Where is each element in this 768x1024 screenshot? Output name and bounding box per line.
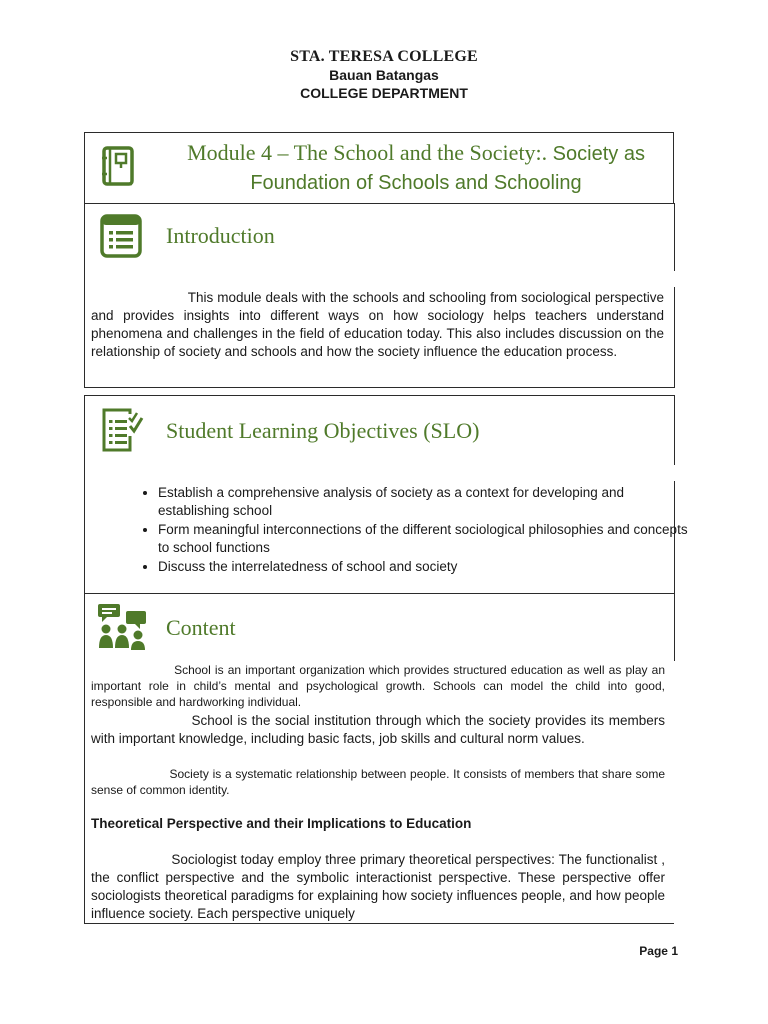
school-city: Bauan Batangas — [329, 67, 439, 83]
module-title-subtitle: Society as Foundation of Schools and Schooling — [250, 143, 645, 194]
checklist-icon — [100, 406, 144, 454]
list-item: • Discuss the interrelatedness of school and society — [158, 558, 688, 576]
module-title — [162, 138, 670, 198]
introduction-text: This module deals with the schools and schooling from sociological perspective and provides insights into different ways on how sociology helps teachers understand phenomena and challenges in the field of education today. This also includes discussion on the relationship of society and schools and how the society influence the education process. — [91, 290, 664, 359]
group-discussion-icon — [96, 602, 148, 652]
introduction-heading: Introduction — [166, 223, 275, 248]
content-paragraph-2: School is the social institution through which the society provides its members with important knowledge, including basic facts, job skills and cultural norm values. — [91, 713, 665, 746]
book-icon — [100, 144, 142, 190]
content-paragraph-4: Sociologist today employ three primary theoretical perspectives: The functionalist , the conflict perspective and the symbolic interactionist perspective. These perspective offer sociologists theoretical paradigms for explaining how society influences people, and how people influence society. Each perspective uniquely — [91, 852, 665, 921]
school-name: STA. TERESA COLLEGE — [290, 48, 478, 65]
theoretical-perspective-heading: Theoretical Perspective and their Implications to Education — [91, 816, 472, 831]
content-heading: Content — [166, 615, 236, 640]
list-item: • Establish a comprehensive analysis of society as a context for developing and establishing school — [158, 484, 688, 520]
content-paragraph-3: Society is a systematic relationship between people. It consists of members that share some sense of common identity. — [91, 767, 665, 797]
slo-list — [131, 484, 688, 577]
content-paragraph-1: School is an important organization which provides structured education as well as play an important role in child’s mental and psychological growth. Schools can model the child into good, responsible and hardworking individual. — [91, 663, 665, 709]
page-number: Page 1 — [639, 944, 678, 958]
list-document-icon — [100, 214, 142, 258]
module-title-main: Module 4 – The School and the Society:. — [187, 140, 553, 165]
slo-heading: Student Learning Objectives (SLO) — [166, 418, 480, 443]
list-item: • Form meaningful interconnections of the different sociological philosophies and concepts to school functions — [158, 521, 688, 557]
department-name: COLLEGE DEPARTMENT — [300, 85, 468, 101]
